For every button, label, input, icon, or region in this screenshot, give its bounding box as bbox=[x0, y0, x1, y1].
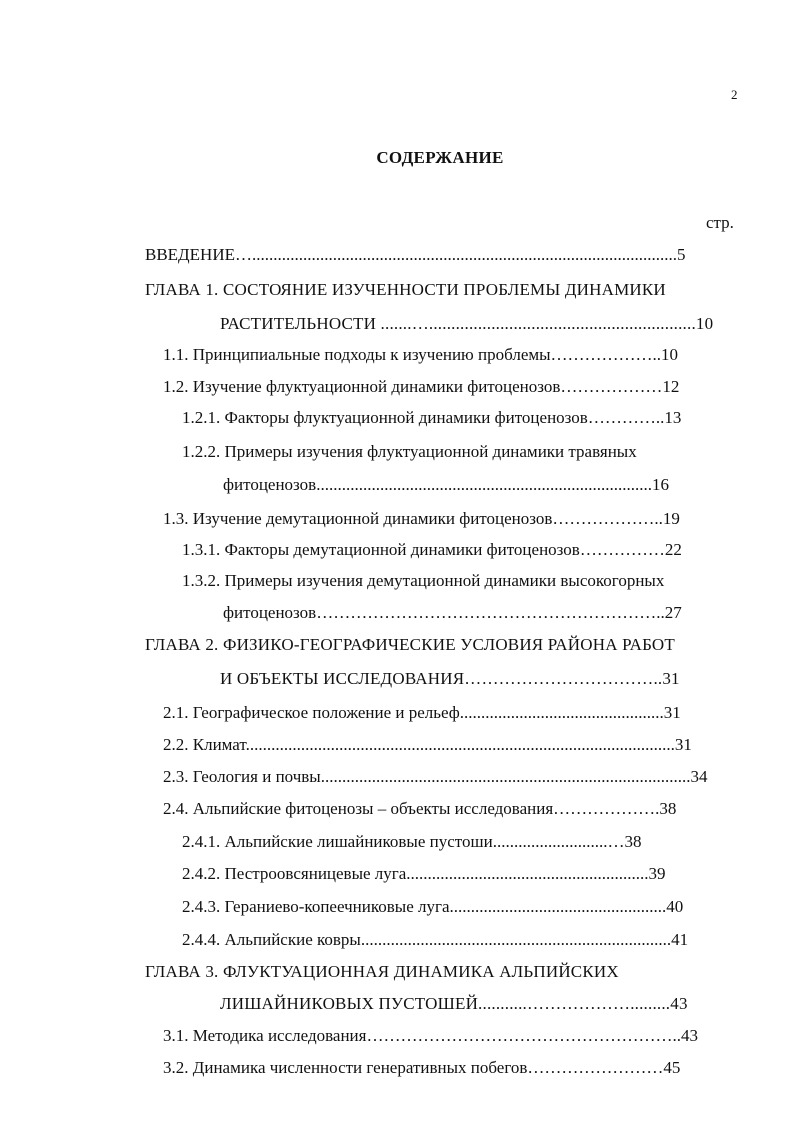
toc-entry-1-2-1: 1.2.1. Факторы флуктуационной динамики фитоценозов…………..13 bbox=[182, 408, 682, 427]
toc-entry-1-3-2: 1.3.2. Примеры изучения демутационной динамики высокогорных bbox=[182, 571, 665, 590]
toc-entry-1-2-2: 1.2.2. Примеры изучения флуктуационной динамики травяных bbox=[182, 442, 637, 461]
toc-entry-1-2-2-cont: фитоценозов...............................................................................16 bbox=[223, 475, 669, 494]
toc-entry-2-4: 2.4. Альпийские фитоценозы – объекты исследования……………….38 bbox=[163, 799, 677, 818]
toc-entry-1-1: 1.1. Принципиальные подходы к изучению проблемы………………..10 bbox=[163, 345, 679, 364]
toc-entry-chapter-3: ГЛАВА 3. ФЛУКТУАЦИОННАЯ ДИНАМИКА АЛЬПИЙСКИХ bbox=[145, 962, 619, 981]
toc-entry-1-3: 1.3. Изучение демутационной динамики фитоценозов………………..19 bbox=[163, 509, 680, 528]
toc-entry-chapter-2-cont: И ОБЪЕКТЫ ИССЛЕДОВАНИЯ……………………………..31 bbox=[220, 669, 680, 688]
toc-entry-chapter-1: ГЛАВА 1. СОСТОЯНИЕ ИЗУЧЕННОСТИ ПРОБЛЕМЫ ДИНАМИКИ bbox=[145, 280, 666, 299]
toc-entry-2-4-2: 2.4.2. Пестроовсяницевые луга.........................................................39 bbox=[182, 864, 666, 883]
toc-entry-2-4-4: 2.4.4. Альпийские ковры.........................................................................41 bbox=[182, 930, 689, 949]
toc-entry-1-2: 1.2. Изучение флуктуационной динамики фитоценозов………………12 bbox=[163, 377, 680, 396]
toc-entry-3-1: 3.1. Методика исследования………………………………………………..43 bbox=[163, 1026, 698, 1045]
toc-entry-chapter-1-cont: РАСТИТЕЛЬНОСТИ .......…............................................................10 bbox=[220, 314, 714, 333]
toc-entry-3-2: 3.2. Динамика численности генеративных побегов……………………45 bbox=[163, 1058, 681, 1077]
toc-entry-2-4-3: 2.4.3. Гераниево-копеечниковые луга...................................................40 bbox=[182, 897, 684, 916]
toc-entry-1-3-2-cont: фитоценозов……………………………………………………..27 bbox=[223, 603, 682, 622]
toc-entry-chapter-2: ГЛАВА 2. ФИЗИКО-ГЕОГРАФИЧЕСКИЕ УСЛОВИЯ РАЙОНА РАБОТ bbox=[145, 635, 675, 654]
toc-entry-2-4-1: 2.4.1. Альпийские лишайниковые пустоши...........................…38 bbox=[182, 832, 642, 851]
page-title: СОДЕРЖАНИЕ bbox=[376, 148, 504, 167]
page-column-label: стр. bbox=[706, 213, 734, 232]
toc-entry-2-1: 2.1. Географическое положение и рельеф................................................31 bbox=[163, 703, 681, 722]
toc-entry-2-3: 2.3. Геология и почвы.......................................................................................34 bbox=[163, 767, 708, 786]
toc-entry-chapter-3-cont: ЛИШАЙНИКОВЫХ ПУСТОШЕЙ...........……………….........43 bbox=[220, 994, 688, 1013]
toc-entry-introduction: ВВЕДЕНИЕ…....................................................................................................5 bbox=[145, 245, 686, 264]
page-number: 2 bbox=[731, 87, 738, 102]
toc-entry-2-2: 2.2. Климат.....................................................................................................31 bbox=[163, 735, 692, 754]
toc-entry-1-3-1: 1.3.1. Факторы демутационной динамики фитоценозов……………22 bbox=[182, 540, 682, 559]
